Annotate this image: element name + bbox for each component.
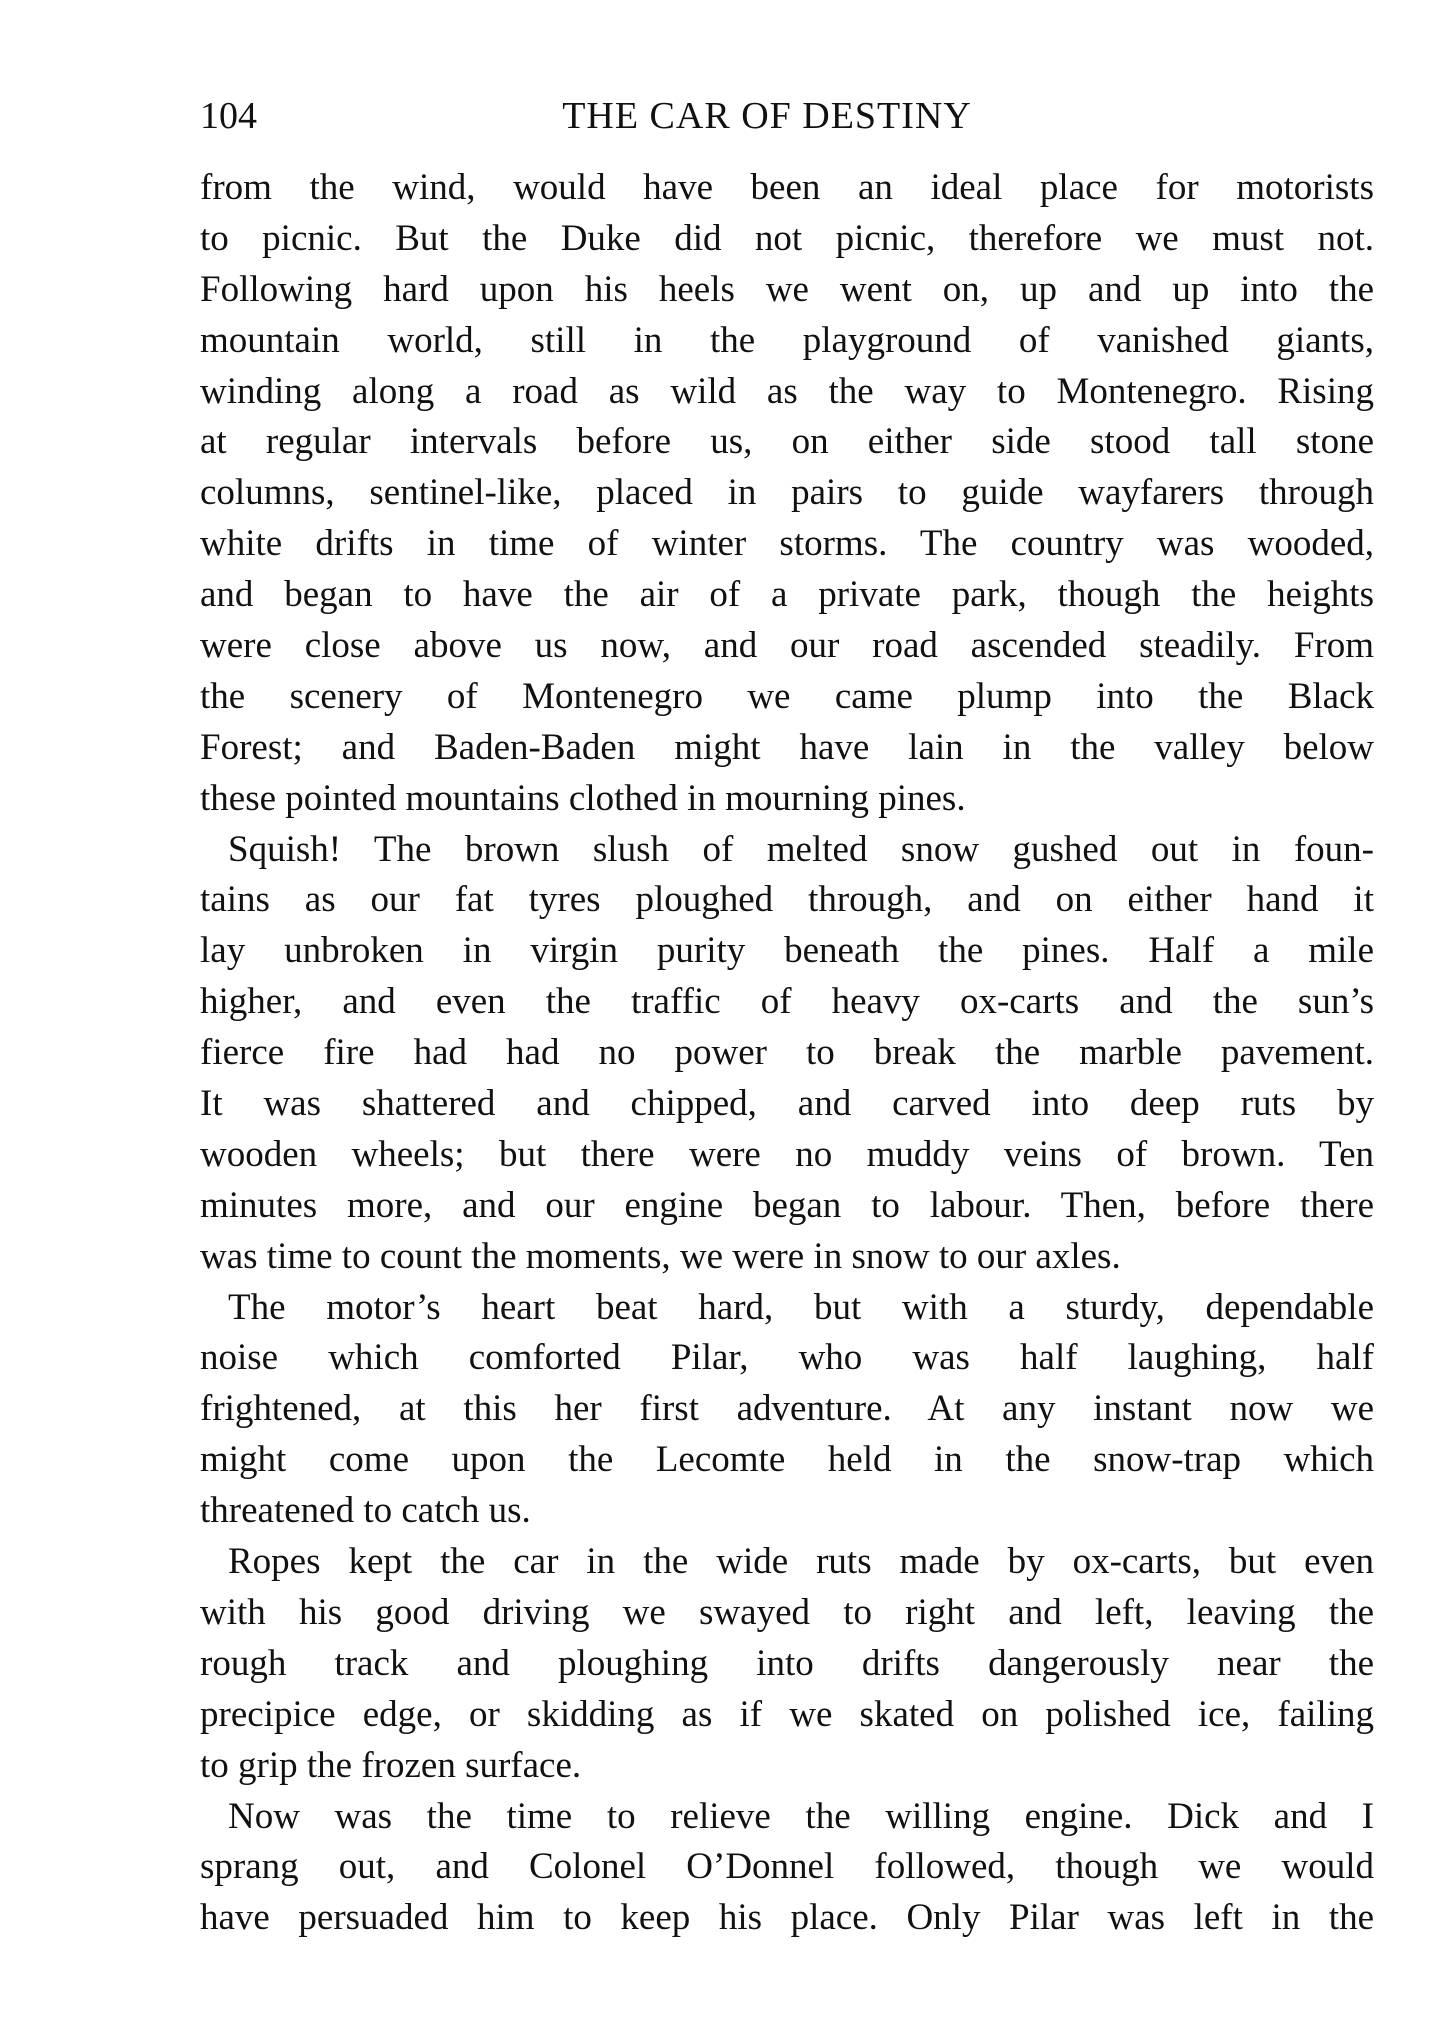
text-line: was time to count the moments, we were in snow to our axles. bbox=[200, 1235, 1121, 1277]
text-line: The motor’s heart beat hard, but with a sturdy, dependable bbox=[228, 1286, 1374, 1328]
text-line: Ropes kept the car in the wide ruts made by ox-carts, but even bbox=[228, 1541, 1374, 1583]
text-line: columns, sentinel-like, placed in pairs to guide wayfarers through bbox=[200, 472, 1374, 514]
text-line: the scenery of Montenegro we came plump into the Black bbox=[200, 675, 1374, 717]
running-header bbox=[200, 91, 1374, 141]
text-line: lay unbroken in virgin purity beneath the pines. Half a mile bbox=[200, 930, 1374, 972]
text-line: tains as our fat tyres ploughed through, and on either hand it bbox=[200, 879, 1374, 921]
text-line: It was shattered and chipped, and carved into deep ruts by bbox=[200, 1083, 1374, 1125]
text-line: to grip the frozen surface. bbox=[200, 1744, 582, 1786]
paragraph bbox=[200, 1283, 1374, 1537]
text-line: mountain world, still in the playground of vanished giants, bbox=[200, 319, 1374, 361]
text-line: were close above us now, and our road ascended steadily. From bbox=[200, 625, 1374, 667]
running-title: THE CAR OF DESTINY bbox=[562, 95, 972, 137]
text-line: from the wind, would have been an ideal place for motorists bbox=[200, 167, 1374, 208]
text-line: rough track and ploughing into drifts dangerously near the bbox=[200, 1642, 1374, 1684]
text-line: frightened, at this her first adventure. At any instant now we bbox=[200, 1388, 1374, 1430]
text-line: winding along a road as wild as the way to Montenegro. Rising bbox=[200, 370, 1374, 412]
text-line: noise which comforted Pilar, who was half laughing, half bbox=[200, 1337, 1374, 1379]
paragraph bbox=[200, 163, 1374, 825]
paragraph bbox=[200, 1537, 1374, 1791]
text-line: higher, and even the traffic of heavy ox-carts and the sun’s bbox=[200, 981, 1374, 1023]
text-line: might come upon the Lecomte held in the snow-trap which bbox=[200, 1439, 1374, 1481]
text-line: have persuaded him to keep his place. Only Pilar was left in the bbox=[200, 1897, 1374, 1939]
text-line: white drifts in time of winter storms. The country was wooded, bbox=[200, 523, 1374, 565]
text-line: with his good driving we swayed to right and left, leaving the bbox=[200, 1591, 1374, 1633]
text-line: threatened to catch us. bbox=[200, 1490, 531, 1532]
text-line: precipice edge, or skidding as if we skated on polished ice, failing bbox=[200, 1693, 1374, 1735]
text-line: Following hard upon his heels we went on, up and up into the bbox=[200, 268, 1374, 310]
paragraph bbox=[200, 1792, 1374, 1945]
text-line: sprang out, and Colonel O’Donnel followed, though we would bbox=[200, 1846, 1374, 1888]
text-line: and began to have the air of a private park, though the heights bbox=[200, 574, 1374, 616]
text-line: fierce fire had had no power to break the marble pavement. bbox=[200, 1032, 1374, 1074]
text-line: Squish! The brown slush of melted snow gushed out in foun- bbox=[228, 828, 1374, 870]
text-line: Now was the time to relieve the willing engine. Dick and I bbox=[228, 1795, 1374, 1837]
paragraph bbox=[200, 825, 1374, 1283]
text-line: to picnic. But the Duke did not picnic, therefore we must not. bbox=[200, 217, 1374, 259]
text-line: wooden wheels; but there were no muddy veins of brown. Ten bbox=[200, 1133, 1374, 1175]
page-number: 104 bbox=[200, 95, 257, 137]
body-text bbox=[200, 163, 1374, 1944]
text-line: minutes more, and our engine began to labour. Then, before there bbox=[200, 1184, 1374, 1226]
text-line: Forest; and Baden-Baden might have lain in the valley below bbox=[200, 726, 1374, 768]
text-line: these pointed mountains clothed in mourning pines. bbox=[200, 777, 966, 819]
text-line: at regular intervals before us, on either side stood tall stone bbox=[200, 421, 1374, 463]
